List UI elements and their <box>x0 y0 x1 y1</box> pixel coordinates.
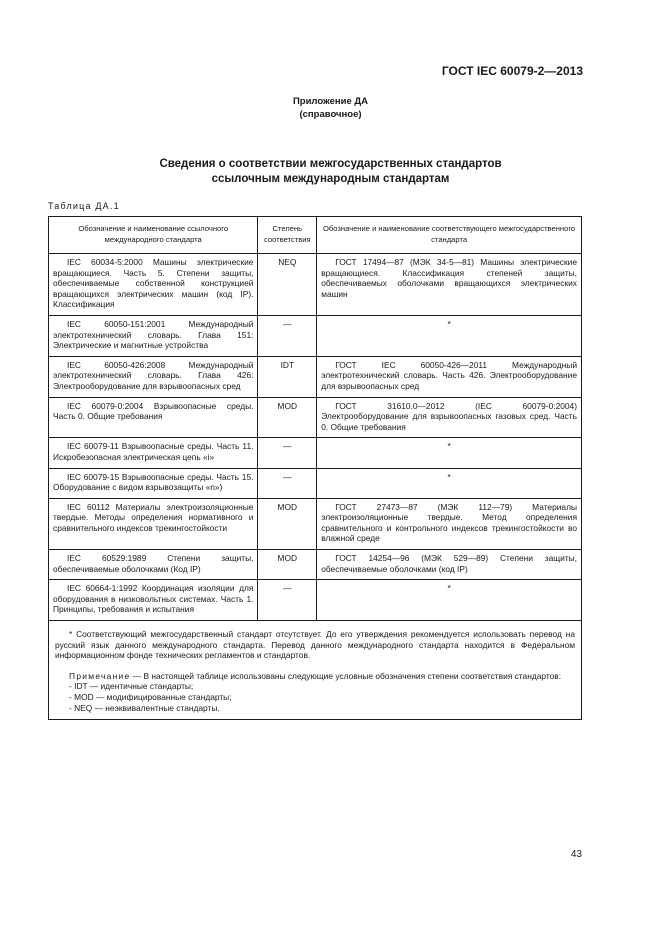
legend-item: - IDT — идентичные стандарты; <box>69 681 194 692</box>
table-notes-row <box>49 621 582 720</box>
appendix-heading <box>0 95 661 121</box>
header-interstate-standard: Обозначение и наименование соответствующего межгосударственного стандарта <box>317 217 582 254</box>
appendix-subtitle: (справочное) <box>299 109 362 120</box>
table-row <box>49 356 582 397</box>
table-row <box>49 397 582 438</box>
note-word: Примечание <box>69 670 131 681</box>
cell-international-standard: IEC 60529:1989 Степени защиты, обеспечиваемые оболочками (Код IP) <box>49 550 258 580</box>
table-header-row <box>49 217 582 254</box>
section-title-line-1: Сведения о соответствии межгосударственных стандартов <box>159 158 502 170</box>
table-row <box>49 315 582 356</box>
legend-item: - MOD — модифицированные стандарты; <box>69 692 232 702</box>
table-row <box>49 498 582 549</box>
legend-list <box>55 681 575 713</box>
cell-degree: MOD <box>258 498 317 549</box>
section-title <box>0 157 661 187</box>
cell-interstate-standard: * <box>317 468 582 498</box>
cell-interstate-standard: ГОСТ 27473—87 (МЭК 112—79) Материалы электроизоляционные твердые. Метод определения сравнительного и контрольного индексов трекингостойкости во влажной среде <box>317 498 582 549</box>
table-notes <box>49 621 582 720</box>
document-code: ГОСТ IEC 60079-2—2013 <box>441 64 583 78</box>
cell-interstate-standard: ГОСТ 17494—87 (МЭК 34-5—81) Машины электрические вращающиеся. Классификация степеней защиты, обеспечиваемых оболочками вращающихся электрических машин <box>317 254 582 316</box>
cell-international-standard: IEC 60079-11 Взрывоопасные среды. Часть 11. Искробезопасная электрическая цепь «i» <box>49 438 258 468</box>
table-label: Таблица ДА.1 <box>48 201 120 211</box>
cell-interstate-standard: * <box>317 580 582 621</box>
cell-degree: NEQ <box>258 254 317 316</box>
footnote: * Соответствующий межгосударственный стандарт отсутствует. До его утверждения рекомендуется использовать перевод на русский язык данного международного стандарта. Перевод данного международного стандарта находится в Федеральном информационном фонде технических регламентов и стандартов. <box>55 629 575 661</box>
cell-degree: — <box>258 438 317 468</box>
table-row <box>49 438 582 468</box>
cell-degree: — <box>258 580 317 621</box>
cell-interstate-standard: ГОСТ 14254—96 (МЭК 529—89) Степени защиты, обеспечиваемые оболочками (код IP) <box>317 550 582 580</box>
cell-international-standard: IEC 60050-151:2001 Международный электротехнический словарь. Глава 151: Электрические и магнитные устройства <box>49 315 258 356</box>
cell-international-standard: IEC 60664-1:1992 Координация изоляции для оборудования в низковольтных системах. Часть 1. Принципы, требования и испытания <box>49 580 258 621</box>
header-international-standard: Обозначение и наименование ссылочного международного стандарта <box>49 217 258 254</box>
appendix-title: Приложение ДА <box>292 96 369 107</box>
cell-interstate-standard: ГОСТ 31610.0—2012 (IEC 60079-0:2004) Электрооборудование для взрывоопасных газовых сред. Часть 0. Общие требования <box>317 397 582 438</box>
cell-international-standard: IEC 60079-15 Взрывоопасные среды. Часть 15. Оборудование с видом взрывозащиты «n») <box>49 468 258 498</box>
table-row <box>49 254 582 316</box>
page-number: 43 <box>570 849 582 860</box>
cell-degree: — <box>258 315 317 356</box>
table-row <box>49 580 582 621</box>
legend-item: - NEQ — неэквивалентные стандарты. <box>69 702 220 713</box>
cell-interstate-standard: ГОСТ IEC 60050-426—2011 Международный электротехнический словарь. Часть 426. Электрооборудование для взрывоопасных сред <box>317 356 582 397</box>
section-title-line-2: ссылочным международным стандартам <box>211 173 450 185</box>
cell-international-standard: IEC 60112 Материалы электроизоляционные твердые. Методы определения нормативного и сравнительного индексов трекингостойкости <box>49 498 258 549</box>
note <box>55 671 575 682</box>
cell-international-standard: IEC 60079-0:2004 Взрывоопасные среды. Часть 0. Общие требования <box>49 397 258 438</box>
cell-international-standard: IEC 60034-5:2000 Машины электрические вращающиеся. Часть 5. Степени защиты, обеспечиваемые собственной конструкцией вращающихся электрических машин (код IP). Классификация <box>49 254 258 316</box>
cell-international-standard: IEC 60050-426:2008 Международный электротехнический словарь. Глава 426: Электрооборудование для взрывоопасных сред <box>49 356 258 397</box>
cell-interstate-standard: * <box>317 438 582 468</box>
note-text: — В настоящей таблице использованы следующие условные обозначения степени соответствия стандартов: <box>130 670 562 681</box>
cell-degree: MOD <box>258 397 317 438</box>
cell-degree: — <box>258 468 317 498</box>
standards-correspondence-table <box>48 216 582 720</box>
table-row <box>49 550 582 580</box>
cell-degree: IDT <box>258 356 317 397</box>
table-row <box>49 468 582 498</box>
cell-interstate-standard: * <box>317 315 582 356</box>
header-degree: Степень соответствия <box>258 217 317 254</box>
cell-degree: MOD <box>258 550 317 580</box>
